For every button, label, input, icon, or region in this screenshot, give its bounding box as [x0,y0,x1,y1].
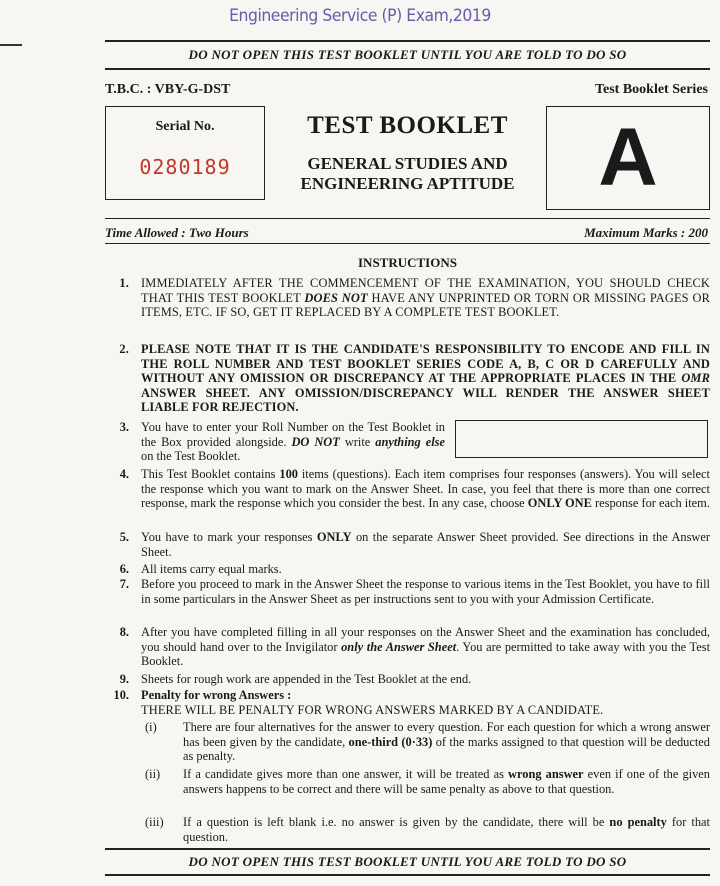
item-text: All items carry equal marks. [141,562,282,576]
item-text: You have to enter your Roll Number on the Test Booklet in the Box provided alongside. DO NOT write anything else on the Test Booklet. [141,420,445,464]
series-label: Test Booklet Series [594,82,708,97]
item-text: This Test Booklet contains 100 items (questions). Each item comprises four responses (answers). You will select the response which you want to mark on the Answer Sheet. In case, you feel that there is more than one correct response, mark the response which you consider the best. In any case, choose ONLY ONE response for each item. [141,467,710,511]
item-number: 1. [119,276,129,290]
item-number: 9. [119,672,129,686]
instructions-heading: INSTRUCTIONS [358,255,457,270]
subitem-text: If a question is left blank i.e. no answer is given by the candidate, there will be no penalty for that question. [183,815,710,844]
mid-rule [105,218,710,219]
item-number: 5. [119,530,129,544]
item-text: PLEASE NOTE THAT IT IS THE CANDIDATE'S RESPONSIBILITY TO ENCODE AND FILL IN THE ROLL NUMBER AND TEST BOOKLET SERIES CODE A, B, C OR D CAREFULLY AND WITHOUT ANY OMISSION OR DISCREPANCY AT THE APPROPRIATE PLACES IN THE OMR ANSWER SHEET. ANY OMISSION/DISCREPANCY WILL RENDER THE ANSWER SHEET LIABLE FOR REJECTION. [141,342,710,415]
mid-rule-2 [105,243,710,244]
subitem-text: There are four alternatives for the answer to every question. For each question for which a wrong answer has been given by the candidate, one-third (0·33) of the marks assigned to that question will be deducted as penalty. [183,720,710,764]
penalty-heading: Penalty for wrong Answers : [141,688,292,702]
item-number: 2. [119,342,129,356]
bottom-rule-2 [105,874,710,876]
subitem-number: (iii) [145,815,164,829]
series-letter: A [598,112,658,203]
roll-number-box[interactable] [455,420,708,458]
item-text [141,688,710,717]
item-number: 3. [119,420,129,434]
serial-number: 0280189 [139,155,231,179]
bottom-warning-banner: DO NOT OPEN THIS TEST BOOKLET UNTIL YOU ARE TOLD TO DO SO [188,854,627,869]
item-text: You have to mark your responses ONLY on the separate Answer Sheet provided. See directions in the Answer Sheet. [141,530,711,559]
maximum-marks: Maximum Marks : 200 [584,225,708,240]
booklet-title: TEST BOOKLET [307,112,508,139]
booklet-subtitle [275,154,540,194]
item-text: Sheets for rough work are appended in the Test Booklet at the end. [141,672,472,686]
item-number: 4. [119,467,129,481]
subitem-number: (i) [145,720,157,734]
top-rule-2 [105,68,710,70]
item-number: 10. [113,688,129,702]
margin-mark [0,44,22,46]
serial-number-box [105,106,265,200]
exam-stamp: Engineering Service (P) Exam,2019 [229,6,491,26]
bottom-rule [105,848,710,850]
penalty-line: THERE WILL BE PENALTY FOR WRONG ANSWERS MARKED BY A CANDIDATE. [141,702,604,717]
item-text: After you have completed filling in all your responses on the Answer Sheet and the examination has concluded, you should hand over to the Invigilator only the Answer Sheet. You are permitted to take away with you the Test Booklet. [141,625,711,669]
subitem-text: If a candidate gives more than one answer, it will be treated as wrong answer even if one of the given answers happens to be correct and there will be same penalty as above to that question. [183,767,710,796]
item-number: 6. [119,562,129,576]
item-number: 7. [119,577,129,591]
subitem-number: (ii) [145,767,161,781]
serial-label: Serial No. [155,119,215,134]
item-text: Before you proceed to mark in the Answer Sheet the response to various items in the Test Booklet, you have to fill in some particulars in the Answer Sheet as per instructions sent to you with your Admission Certificate. [141,577,710,606]
top-rule [105,40,710,42]
item-number: 8. [119,625,129,639]
item-text: IMMEDIATELY AFTER THE COMMENCEMENT OF THE EXAMINATION, YOU SHOULD CHECK THAT THIS TEST BOOKLET DOES NOT HAVE ANY UNPRINTED OR TORN OR MISSING PAGES OR ITEMS, ETC. IF SO, GET IT REPLACED BY A COMPLETE TEST BOOKLET. [141,276,710,320]
top-warning-banner: DO NOT OPEN THIS TEST BOOKLET UNTIL YOU ARE TOLD TO DO SO [188,47,627,62]
series-letter-box [546,106,710,210]
time-allowed: Time Allowed : Two Hours [105,225,249,240]
subtitle-line-2: ENGINEERING APTITUDE [300,174,515,193]
subtitle-line-1: GENERAL STUDIES AND [307,154,508,173]
tbc-code: T.B.C. : VBY-G-DST [105,82,231,97]
